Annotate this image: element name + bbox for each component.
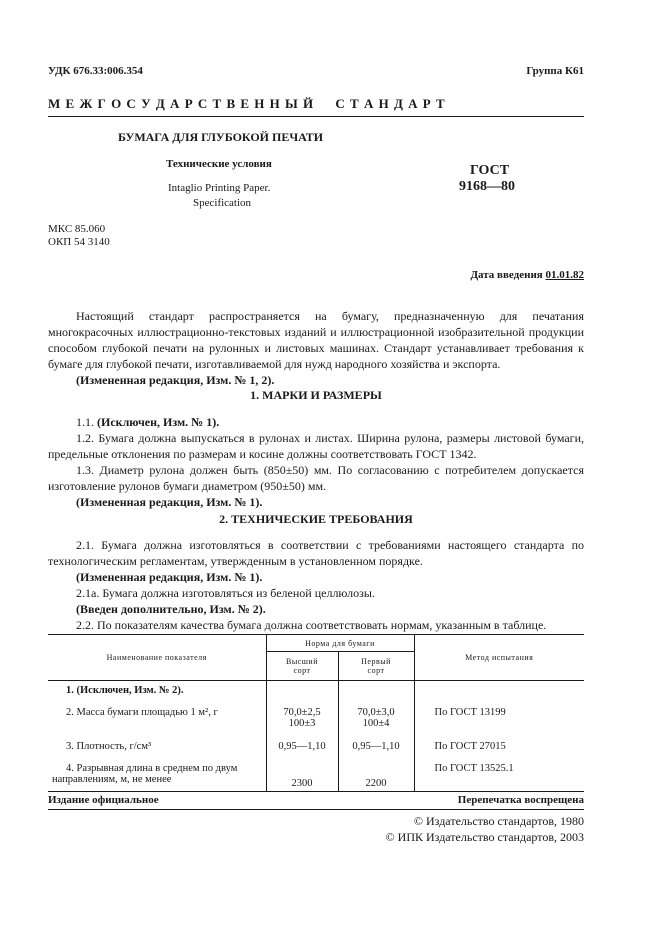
reprint-prohibited: Перепечатка воспрещена	[457, 794, 584, 806]
intro-section	[48, 308, 584, 388]
col-norm-header: Норма для бумаги	[266, 635, 414, 652]
table-row	[48, 705, 584, 739]
table-row	[48, 681, 584, 706]
clause-2-1-note: (Измененная редакция, Изм. № 1).	[76, 570, 263, 584]
table-row	[48, 761, 584, 792]
clause-1-1	[48, 414, 584, 430]
standard-banner: М Е Ж Г О С У Д А Р С Т В Е Н Н Ы Й С Т А Н Д А Р Т	[48, 96, 446, 111]
clause-1-1-number: 1.1.	[76, 415, 94, 429]
english-title-1: Intaglio Printing Paper.	[168, 182, 271, 194]
copyright-1980: © Издательство стандартов, 1980	[413, 814, 584, 828]
table-row	[48, 739, 584, 761]
col-top-grade-line1: Высший	[286, 657, 318, 666]
row2-name: 2. Масса бумаги площадью 1 м², г	[48, 705, 266, 739]
official-edition: Издание официальное	[48, 794, 159, 806]
row4-method: По ГОСТ 13525.1	[434, 763, 514, 774]
document-title: БУМАГА ДЛЯ ГЛУБОКОЙ ПЕЧАТИ	[118, 130, 324, 144]
intro-date	[470, 269, 584, 281]
row2-method: По ГОСТ 13199	[434, 707, 506, 718]
clause-2-1a-note: (Введен дополнительно, Изм. № 2).	[76, 602, 266, 616]
footer-divider	[48, 809, 584, 810]
row3-top: 0,95—1,10	[266, 739, 338, 761]
document-subtitle: Технические условия	[166, 158, 272, 170]
clause-1-3: 1.3. Диаметр рулона должен быть (850±50) мм. По согласованию с потребителем допускается изготовление рулонов бумаги диаметром (950±50) мм.	[48, 463, 584, 493]
row4-first: 2200	[338, 761, 414, 792]
row3-name: 3. Плотность, г/см³	[48, 739, 266, 761]
row4-top: 2300	[266, 761, 338, 792]
copyright-2003: © ИПК Издательство стандартов, 2003	[385, 830, 584, 844]
intro-paragraph: Настоящий стандарт распространяется на бумагу, предназначенную для печатания многокрасочных иллюстрационно-текстовых изданий и иллюстрационной изобразительной продукции способом глубокой печати на рулонных и листовых машинах. Стандарт устанавливает требования к бумаге для глубокой печати, изготавливаемой для нужд народного хозяйства и экспорта.	[48, 309, 584, 371]
row4-name	[48, 761, 266, 792]
quality-table	[48, 634, 584, 792]
col-first-grade-line1: Первый	[361, 657, 391, 666]
row3-first: 0,95—1,10	[338, 739, 414, 761]
intro-date-label: Дата введения	[470, 269, 543, 281]
row2-first	[338, 705, 414, 739]
row2-first-a: 70,0±3,0	[357, 707, 395, 718]
row2-top-b: 100±3	[288, 718, 316, 729]
clause-2-2: 2.2. По показателям качества бумага должна соответствовать нормам, указанным в таблице.	[76, 618, 547, 632]
udk-code: УДК 676.33:006.354	[48, 65, 143, 77]
col-method-header: Метод испытания	[465, 653, 534, 662]
row4-name-line1: 4. Разрывная длина в среднем по двум	[66, 763, 238, 774]
row1-top	[266, 681, 338, 706]
row1-method	[414, 681, 584, 706]
english-title-2: Specification	[193, 197, 252, 209]
row3-method: По ГОСТ 27015	[434, 741, 506, 752]
section1-body	[48, 414, 584, 510]
clause-1-2: 1.2. Бумага должна выпускаться в рулонах и листах. Ширина рулона, размеры листовой бумаги, предельные отклонения по размерам и косине должны соответствовать ГОСТ 1342.	[48, 431, 584, 461]
section1-note: (Измененная редакция, Изм. № 1).	[76, 495, 263, 509]
intro-date-value: 01.01.82	[545, 269, 584, 281]
row1-first	[338, 681, 414, 706]
clause-1-1-note: (Исключен, Изм. № 1).	[97, 415, 220, 429]
row2-top	[266, 705, 338, 739]
row2-top-a: 70,0±2,5	[283, 707, 321, 718]
clause-2-1: 2.1. Бумага должна изготовляться в соответствии с требованиями настоящего стандарта по технологическим регламентам, утвержденным в установленном порядке.	[48, 538, 584, 568]
intro-note: (Измененная редакция, Изм. № 1, 2).	[76, 373, 275, 387]
clause-2-1a: 2.1а. Бумага должна изготовляться из беленой целлюлозы.	[76, 586, 375, 600]
row4-name-line2: направлениям, м, не менее	[52, 774, 172, 785]
section2-heading: 2. ТЕХНИЧЕСКИЕ ТРЕБОВАНИЯ	[219, 512, 413, 526]
gost-number: 9168—80	[459, 179, 515, 194]
row2-first-b: 100±4	[362, 718, 390, 729]
col-top-grade-header	[266, 652, 338, 681]
group-code: Группа К61	[526, 65, 584, 77]
row1-name: 1. (Исключен, Изм. № 2).	[48, 681, 266, 706]
banner-divider	[48, 116, 584, 117]
section2-body	[48, 537, 584, 633]
col-indicator-header: Наименование показателя	[48, 635, 266, 681]
okp-code: ОКП 54 3140	[48, 236, 110, 248]
col-top-grade-line2: сорт	[293, 666, 311, 675]
col-first-grade-line2: сорт	[367, 666, 385, 675]
section1-heading: 1. МАРКИ И РАЗМЕРЫ	[250, 388, 382, 402]
gost-label: ГОСТ	[470, 163, 510, 178]
col-first-grade-header	[338, 652, 414, 681]
mks-code: МКС 85.060	[48, 223, 106, 235]
